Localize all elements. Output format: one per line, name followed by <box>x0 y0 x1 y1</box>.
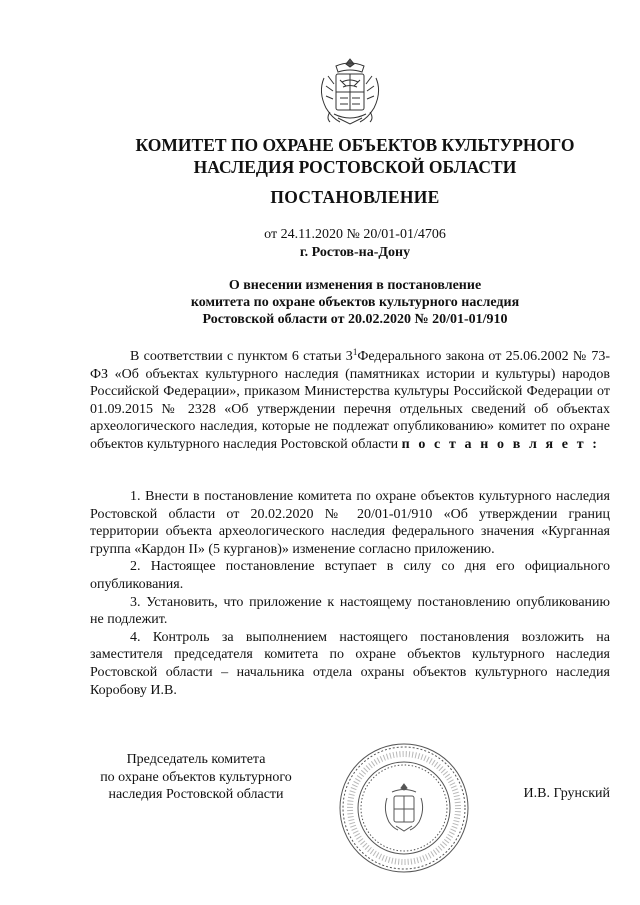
document-date-number: от 24.11.2020 № 20/01-01/4706 <box>264 227 446 242</box>
document-city: г. Ростов-на-Дону <box>299 245 411 260</box>
organization-name-line1: КОМИТЕТ ПО ОХРАНЕ ОБЪЕКТОВ КУЛЬТУРНОГО <box>135 135 575 155</box>
resolution-items <box>90 488 610 699</box>
preamble-text-part1: В соответствии с пунктом 6 статьи 3 <box>130 349 353 364</box>
signer-position-line1: Председатель комитета <box>126 752 266 767</box>
signer-name: И.В. Грунский <box>523 786 610 801</box>
preamble-superscript: 1 <box>352 347 358 357</box>
coat-of-arms-icon <box>316 56 384 128</box>
document-subject <box>90 277 620 328</box>
signer-position-line3: наследия Ростовской области <box>108 787 284 803</box>
preamble-paragraph <box>90 348 610 454</box>
organization-name-line2: НАСЛЕДИЯ РОСТОВСКОЙ ОБЛАСТИ <box>193 157 517 177</box>
signer-position <box>90 751 302 804</box>
document-type: ПОСТАНОВЛЕНИЕ <box>270 187 440 207</box>
resolution-item-4: 4. Контроль за выполнением настоящего постановления возложить на заместителя председателя комитета по охране объектов культурного наследия Ростовской области – начальника отдела охраны объектов культурного наследия Коробову И.В. <box>90 629 610 698</box>
resolution-item-1: 1. Внести в постановление комитета по охране объектов культурного наследия Ростовской области от 20.02.2020 № 20/01-01/910 «Об утверждении границ территории объекта археологического наследия федерального значения «Курганная группа «Кардон II» (5 курганов)» изменение согласно приложению. <box>90 489 610 557</box>
resolves-word: п о с т а н о в л я е т : <box>401 436 600 452</box>
signer-position-line2: по охране объектов культурного <box>100 769 292 785</box>
subject-line3: Ростовской области от 20.02.2020 № 20/01-01/910 <box>202 312 508 327</box>
subject-line1: О внесении изменения в постановление <box>228 278 482 293</box>
organization-name <box>90 134 620 178</box>
subject-line2: комитета по охране объектов культурного наследия <box>190 295 520 310</box>
resolution-item-2: 2. Настоящее постановление вступает в силу со дня его официального опубликования. <box>90 559 610 592</box>
official-seal-icon <box>336 740 472 876</box>
resolution-item-3: 3. Установить, что приложение к настоящему постановлению опубликованию не подлежит. <box>90 594 610 628</box>
preamble-text-part2: Федерального закона от 25.06.2002 № 73-ФЗ «Об объектах культурного наследия (памятниках истории и культуры) народов Российской Федерации», приказом Министерства культуры Российской Федерации от 01.09.2015 № 2328 «Об утверждении перечня отдельных сведений об объектах археологического наследия, которые не подлежат опубликованию» комитет по охране объектов культурного наследия Ростовской области <box>90 349 610 452</box>
